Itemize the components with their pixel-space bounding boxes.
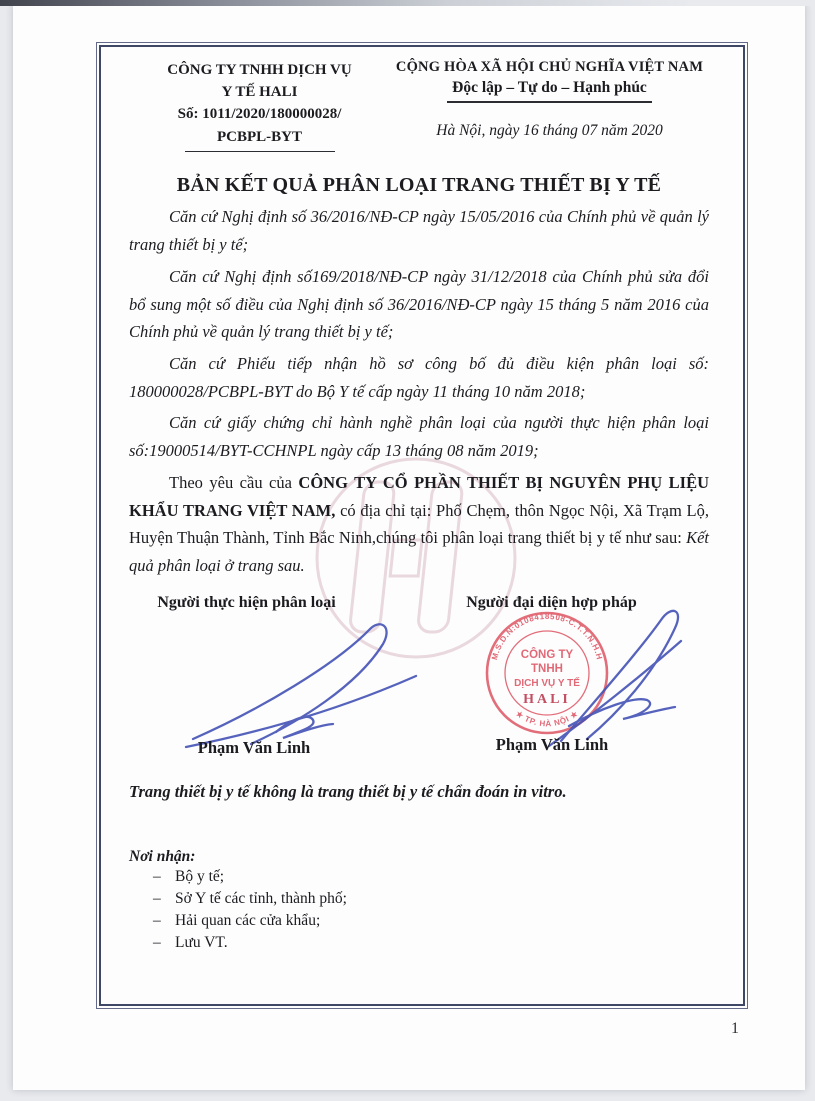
recipient-item: [129, 932, 709, 954]
legal-basis-paragraph-4: Căn cứ giấy chứng chỉ hành nghề phân loại của người thực hiện phân loại số:19000514/BYT-CCHNPL ngày cấp 13 tháng 08 năm 2019;: [129, 413, 709, 461]
issuer-company-line1: CÔNG TY TNHH DỊCH VỤ: [167, 62, 352, 78]
classifier-signature-ink: [181, 614, 421, 754]
legal-basis-paragraph-1: Căn cứ Nghị định số 36/2016/NĐ-CP ngày 15/05/2016 của Chính phủ về quản lý trang thiết bị y tế;: [129, 207, 709, 255]
stamp-rim-top-text: M.S.D.N:0108418508-C.T.T.N.H.H: [490, 611, 604, 661]
stamp-line1: CÔNG TY: [520, 648, 574, 661]
stamp-line3: DỊCH VỤ Y TẾ: [514, 677, 580, 689]
issuer-block: [129, 59, 390, 152]
legal-basis-paragraph-3: Căn cứ Phiếu tiếp nhận hồ sơ công bố đủ điều kiện phân loại số: 180000028/PCBPL-BYT do Bộ Y tế cấp ngày 11 tháng 10 năm 2018;: [129, 353, 709, 401]
document-body: [129, 203, 709, 579]
client-address: có địa chỉ tại: Phố Chẹm, thôn Ngọc Nội, Xã Trạm Lộ, Huyện Thuận Thành, Tỉnh Bắc Ninh,chúng tôi phân loại trang thiết bị y tế như sau:: [129, 500, 709, 548]
recipients-block: [129, 848, 709, 954]
request-prefix: Theo yêu cầu của: [169, 472, 299, 492]
issuer-ref-line1: Số: 1011/2020/180000028/: [177, 106, 342, 123]
classifier-name: Phạm Văn Linh: [197, 737, 311, 757]
recipient-item: [129, 888, 709, 910]
recipient-text: Lưu VT.: [175, 933, 228, 951]
ivd-note-line: Trang thiết bị y tế không là trang thiết bị y tế chẩn đoán in vitro.: [129, 781, 567, 801]
issuer-ref-line2: PCBPL-BYT: [216, 128, 302, 145]
issuer-underline: [185, 151, 335, 153]
recipient-item: [129, 910, 709, 932]
recipient-text: Sở Y tế các tỉnh, thành phố;: [175, 889, 347, 907]
motto-underline: [447, 101, 652, 103]
signature-section: [129, 592, 709, 774]
page-number: 1: [731, 1020, 739, 1037]
place-date-line: Hà Nội, ngày 16 tháng 07 năm 2020: [436, 121, 663, 139]
document-title: BẢN KẾT QUẢ PHÂN LOẠI TRANG THIẾT BỊ Y TẾ: [176, 174, 662, 197]
client-company-name: CÔNG TY CỔ PHẦN THIẾT BỊ NGUYÊN PHỤ LIỆU KHẨU TRANG VIỆT NAM,: [129, 472, 709, 520]
legal-basis-paragraph-2: Căn cứ Nghị định số169/2018/NĐ-CP ngày 31/12/2018 của Chính phủ sửa đổi bổ sung một số điều của Nghị định số 36/2016/NĐ-CP ngày 15 tháng 5 năm 2016 của Chính phủ về quản lý trang thiết bị y tế;: [129, 266, 709, 342]
representative-name: Phạm Văn Linh: [495, 734, 609, 754]
national-motto: Độc lập – Tự do – Hạnh phúc: [452, 79, 647, 96]
stamp-line4: HALI: [523, 691, 571, 707]
list-dash: –: [153, 933, 161, 951]
representative-signature-ink: [541, 596, 696, 756]
stamp-rim-bottom-text: ★ TP. HÀ NỘI ★: [514, 708, 580, 729]
representative-signature-title: Người đại diện hợp pháp: [466, 593, 637, 611]
recipient-text: Hải quan các cửa khẩu;: [175, 911, 321, 929]
recipient-text: Bộ y tế;: [175, 867, 225, 885]
request-paragraph: [129, 469, 709, 580]
national-title: CỘNG HÒA XÃ HỘI CHỦ NGHĨA VIỆT NAM: [395, 59, 704, 75]
stamp-line2: TNHH: [531, 662, 563, 675]
document-page: [13, 4, 805, 1090]
recipient-item: [129, 866, 709, 888]
list-dash: –: [153, 911, 161, 929]
result-reference: Kết quả phân loại ở trang sau.: [129, 528, 709, 575]
list-dash: –: [153, 889, 161, 907]
recipients-label: Nơi nhận:: [129, 847, 196, 865]
list-dash: –: [153, 867, 161, 885]
classifier-signature-title: Người thực hiện phân loại: [157, 593, 336, 611]
scanner-edge-shadow: [0, 0, 815, 6]
issuer-company-line2: Y TẾ HALI: [221, 84, 298, 101]
document-border-frame: [99, 45, 745, 1006]
document-header: [129, 59, 709, 152]
national-motto-block: [390, 59, 709, 152]
